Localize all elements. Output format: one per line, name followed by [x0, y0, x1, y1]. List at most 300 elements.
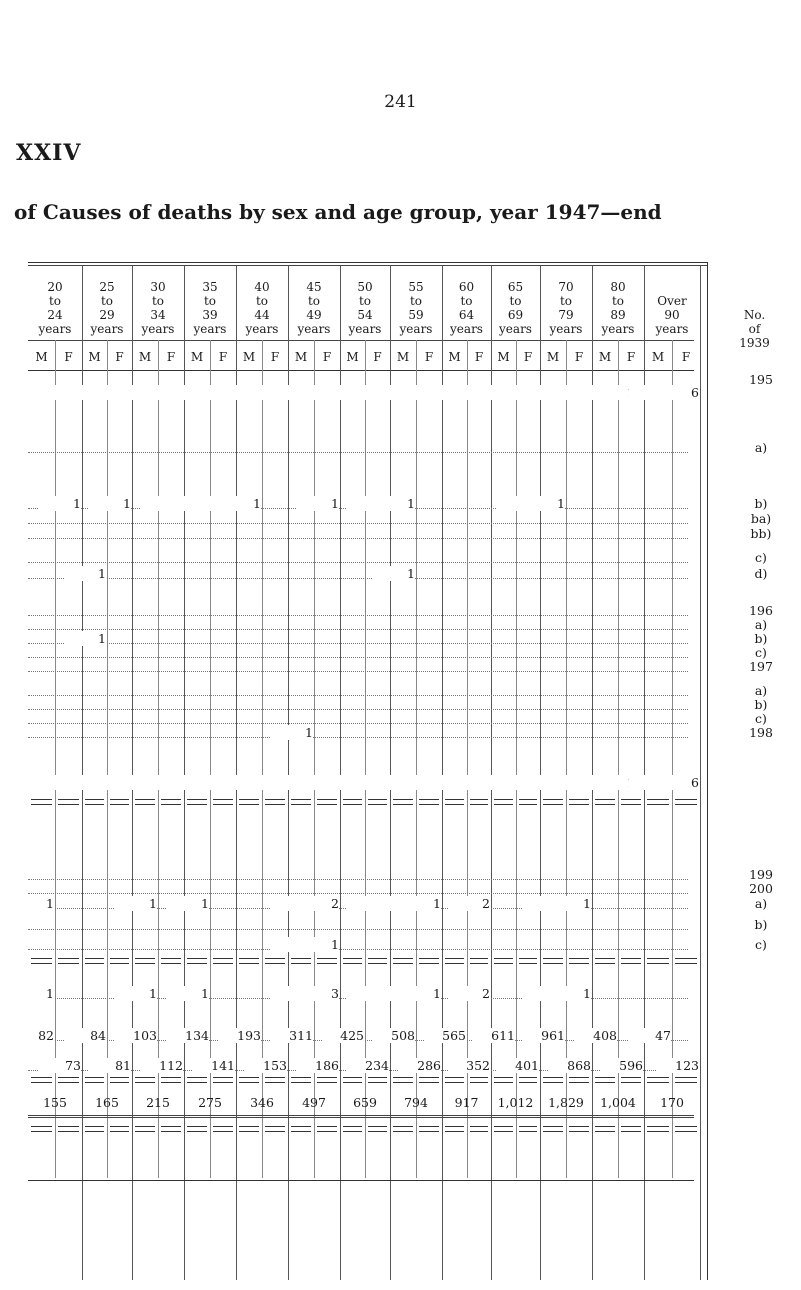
row-label: b)	[754, 917, 768, 932]
row-label: a)	[754, 440, 768, 455]
column-divider-lower	[592, 1178, 593, 1180]
double-rule	[161, 1077, 181, 1083]
dot-leader	[28, 929, 688, 931]
row-label: 197	[749, 659, 773, 674]
double-rule	[343, 1077, 362, 1083]
double-rule	[31, 1126, 52, 1132]
double-rule	[85, 799, 104, 805]
sex-divider	[55, 340, 56, 1178]
age-group-header-line: years	[348, 322, 382, 336]
double-rule	[265, 1077, 285, 1083]
table-cell: 565	[424, 1028, 466, 1043]
row-label: b)	[754, 496, 768, 511]
age-group-header-line: years	[297, 322, 331, 336]
sex-label-male: M	[396, 350, 410, 364]
column-divider-lower	[132, 1178, 133, 1180]
table-cell: 1	[89, 496, 131, 511]
table-cell: 193	[219, 1028, 261, 1043]
double-rule	[519, 799, 537, 805]
table-cell: 112	[141, 1058, 183, 1073]
table-cell: 3	[297, 986, 339, 1001]
frame-right-edge	[707, 262, 708, 1280]
table-cell: 47	[629, 1028, 671, 1043]
age-group-header-line: 50	[357, 280, 373, 294]
double-rule	[519, 958, 537, 964]
age-group-header-line: to	[358, 294, 372, 308]
double-rule	[135, 1077, 155, 1083]
row-label: 199	[749, 867, 773, 882]
double-rule	[595, 1077, 615, 1083]
age-group-header-line: 45	[306, 280, 322, 294]
column-divider-lower	[340, 1178, 341, 1180]
sex-divider	[672, 340, 673, 1178]
grand-total-cell: 170	[660, 1095, 684, 1110]
age-group-header-line: to	[307, 294, 321, 308]
age-group-header-line: years	[141, 322, 175, 336]
age-group-header-line: 20	[47, 280, 63, 294]
double-rule	[291, 1077, 311, 1083]
sex-label-male: M	[598, 350, 612, 364]
double-rule	[470, 958, 488, 964]
double-rule	[135, 799, 155, 805]
age-group-header-line: 35	[202, 280, 218, 294]
double-rule	[445, 799, 464, 805]
double-rule	[213, 958, 233, 964]
column-divider	[592, 266, 593, 1280]
age-group-header-line: years	[655, 322, 689, 336]
row-label: 195	[749, 372, 773, 387]
column-divider-lower	[540, 1178, 541, 1180]
double-rule	[343, 1126, 362, 1132]
age-group-header-line: 90	[664, 308, 680, 322]
double-rule	[675, 1077, 697, 1083]
dot-leader	[28, 452, 688, 454]
sex-divider	[262, 340, 263, 1178]
sex-label-female: F	[681, 350, 691, 364]
sex-label-male: M	[242, 350, 256, 364]
frame-top-rule	[28, 262, 708, 263]
age-group-header	[644, 280, 700, 336]
table-cell: 123	[657, 1058, 699, 1073]
double-rule	[239, 958, 259, 964]
double-rule	[368, 958, 387, 964]
double-rule	[647, 1077, 669, 1083]
double-rule	[543, 1126, 563, 1132]
column-divider	[491, 266, 492, 1280]
age-group-header-line: 70	[558, 280, 574, 294]
table-cell: 2	[297, 896, 339, 911]
double-rule	[265, 799, 285, 805]
double-rule	[31, 1077, 52, 1083]
table-cell: 6	[657, 775, 699, 790]
sex-label-female: F	[626, 350, 636, 364]
row-label: c)	[755, 937, 767, 952]
double-rule	[494, 799, 513, 805]
column-divider-lower	[82, 1178, 83, 1180]
double-rule	[317, 799, 337, 805]
column-divider-lower	[184, 1178, 185, 1180]
table-cell: 1	[64, 566, 106, 581]
dot-leader	[28, 695, 688, 697]
double-rule	[368, 799, 387, 805]
table-number: XXIV	[16, 140, 82, 166]
dot-leader	[28, 538, 688, 540]
column-divider	[132, 266, 133, 1280]
table-cell: 153	[245, 1058, 287, 1073]
double-rule	[161, 1126, 181, 1132]
age-group-header	[592, 280, 644, 336]
sex-label-female: F	[523, 350, 533, 364]
age-group-header-line: to	[100, 294, 114, 308]
double-rule	[419, 1126, 439, 1132]
table-cell: 2	[448, 986, 490, 1001]
column-divider-lower	[236, 1178, 237, 1180]
age-group-header-line: to	[509, 294, 522, 308]
age-group-header-line: to	[151, 294, 165, 308]
column-divider	[540, 266, 541, 1280]
row-label: c)	[755, 550, 767, 565]
double-rule	[135, 1126, 155, 1132]
table-cell: 1	[399, 986, 441, 1001]
grand-total-cell: 1,012	[497, 1095, 534, 1110]
dot-leader	[28, 629, 688, 631]
age-group-header-line: 59	[408, 308, 424, 322]
table-cell: 1	[39, 496, 81, 511]
double-rule	[543, 958, 563, 964]
table-cell: 103	[115, 1028, 157, 1043]
bottom-rule-3	[28, 1180, 694, 1181]
double-rule	[419, 958, 439, 964]
table-cell: 596	[601, 1058, 643, 1073]
double-rule	[569, 799, 589, 805]
column-divider	[390, 266, 391, 1280]
age-group-header	[540, 280, 592, 336]
sex-label-male: M	[138, 350, 152, 364]
grand-total-cell: 917	[454, 1095, 479, 1110]
age-group-header-line: 64	[458, 308, 475, 322]
double-rule	[187, 1077, 207, 1083]
double-rule	[213, 1077, 233, 1083]
double-rule	[58, 1126, 79, 1132]
double-rule	[317, 1077, 337, 1083]
double-rule	[543, 799, 563, 805]
sex-label-male: M	[88, 350, 101, 364]
age-group-header-line	[644, 280, 700, 294]
dot-leader	[28, 657, 688, 659]
frame-top-rule-2	[28, 265, 708, 266]
sex-label-female: F	[474, 350, 484, 364]
grand-total-cell: 346	[250, 1095, 274, 1110]
table-cell: 1	[297, 937, 339, 952]
double-rule	[647, 799, 669, 805]
double-rule	[161, 958, 181, 964]
double-rule	[85, 1077, 104, 1083]
header-rule	[28, 340, 694, 341]
table-cell: 82	[12, 1028, 54, 1043]
sex-label-female: F	[424, 350, 434, 364]
double-rule	[595, 958, 615, 964]
table-cell: 425	[322, 1028, 364, 1043]
column-divider-lower	[288, 1178, 289, 1180]
grand-total-cell: 497	[302, 1095, 326, 1110]
table-cell: 611	[473, 1028, 515, 1043]
double-rule	[187, 958, 207, 964]
column-divider	[644, 266, 645, 1280]
dot-leader	[28, 523, 688, 525]
row-label: 198	[749, 725, 773, 740]
table-cell: 1	[549, 896, 591, 911]
age-group-header-line: to	[409, 294, 423, 308]
sex-label-female: F	[166, 350, 176, 364]
age-group-header-line: 89	[610, 308, 626, 322]
grand-total-cell: 659	[353, 1095, 377, 1110]
column-divider	[236, 266, 237, 1280]
age-group-header	[236, 280, 288, 336]
table-cell: 1	[115, 986, 157, 1001]
double-rule	[494, 958, 513, 964]
row-label: 196	[749, 603, 773, 618]
double-rule	[621, 1077, 641, 1083]
table-cell: 1	[399, 896, 441, 911]
double-rule	[368, 1077, 387, 1083]
table-cell: 234	[347, 1058, 389, 1073]
table-cell: 1	[219, 496, 261, 511]
table-cell: 141	[193, 1058, 235, 1073]
double-rule	[393, 958, 413, 964]
grand-total-cell: 1,004	[600, 1095, 636, 1110]
sex-label-female: F	[218, 350, 228, 364]
age-group-header-line: to	[203, 294, 217, 308]
double-rule	[291, 1126, 311, 1132]
double-rule	[161, 799, 181, 805]
sex-divider	[158, 340, 159, 1178]
age-group-header-line: 40	[254, 280, 270, 294]
age-group-header-line: 55	[408, 280, 424, 294]
age-group-header-line: to	[460, 294, 473, 308]
column-divider-lower	[491, 1178, 492, 1180]
age-group-header-line: 65	[507, 280, 524, 294]
table-cell: 1	[523, 496, 565, 511]
row-label: d)	[754, 566, 768, 581]
double-rule	[239, 1077, 259, 1083]
double-rule	[265, 1126, 285, 1132]
age-group-header-line: 39	[202, 308, 218, 322]
double-rule	[569, 1126, 589, 1132]
row-label: c)	[755, 645, 767, 660]
table-cell: 1	[12, 896, 54, 911]
grand-total-cell: 215	[146, 1095, 170, 1110]
double-rule	[569, 1077, 589, 1083]
row-label: a)	[754, 617, 768, 632]
double-rule	[213, 799, 233, 805]
double-rule	[445, 1077, 464, 1083]
age-group-header	[132, 280, 184, 336]
age-group-header-line: to	[611, 294, 625, 308]
table-cell: 961	[523, 1028, 565, 1043]
double-rule	[187, 799, 207, 805]
table-cell: 1	[549, 986, 591, 1001]
column-divider-lower	[390, 1178, 391, 1180]
double-rule	[393, 1126, 413, 1132]
sex-label-male: M	[546, 350, 560, 364]
table-cell: 1	[373, 566, 415, 581]
table-cell: 2	[448, 896, 490, 911]
sex-label-male: M	[651, 350, 665, 364]
age-group-header-line: 25	[99, 280, 115, 294]
dot-leader	[28, 615, 688, 617]
table-title: of Causes of deaths by sex and age group, year 1947—end	[14, 200, 662, 224]
age-group-header-line: years	[193, 322, 227, 336]
column-divider	[442, 266, 443, 1280]
dot-leader	[28, 879, 688, 881]
double-rule	[519, 1126, 537, 1132]
table-cell: 6	[657, 385, 699, 400]
sex-label-male: M	[190, 350, 204, 364]
row-label: ba)	[750, 511, 772, 526]
table-cell: 286	[399, 1058, 441, 1073]
double-rule	[393, 799, 413, 805]
column-divider	[700, 266, 701, 1280]
double-rule	[419, 1077, 439, 1083]
age-group-header-line: 24	[47, 308, 63, 322]
double-rule	[265, 958, 285, 964]
list-number-header	[708, 308, 801, 350]
table-cell: 311	[271, 1028, 313, 1043]
sex-label-female: F	[574, 350, 584, 364]
age-group-header-line: 29	[99, 308, 115, 322]
age-group-header	[491, 280, 540, 336]
column-divider	[340, 266, 341, 1280]
list-number-header-line: 1939	[739, 336, 770, 350]
list-number-header-line: No.	[743, 308, 766, 322]
row-label: c)	[755, 711, 767, 726]
table-cell: 1	[271, 725, 313, 740]
double-rule	[317, 1126, 337, 1132]
double-rule	[110, 958, 129, 964]
double-rule	[110, 1126, 129, 1132]
double-rule	[470, 1126, 488, 1132]
bottom-rule	[28, 1115, 694, 1116]
age-group-header	[288, 280, 340, 336]
double-rule	[647, 1126, 669, 1132]
dot-leader	[28, 578, 688, 580]
age-group-header-line: 44	[254, 308, 270, 322]
column-divider	[184, 266, 185, 1280]
double-rule	[291, 799, 311, 805]
sex-label-male: M	[294, 350, 308, 364]
sex-divider	[107, 340, 108, 1178]
age-group-header-line: 69	[507, 308, 524, 322]
double-rule	[58, 799, 79, 805]
age-group-header-line: 80	[610, 280, 626, 294]
table-cell: 134	[167, 1028, 209, 1043]
double-rule	[85, 1126, 104, 1132]
column-divider-lower	[442, 1178, 443, 1180]
double-rule	[647, 958, 669, 964]
double-rule	[519, 1077, 537, 1083]
double-rule	[621, 1126, 641, 1132]
double-rule	[317, 958, 337, 964]
sex-label-male: M	[497, 350, 510, 364]
age-group-header-line: to	[559, 294, 573, 308]
age-group-header-line: years	[399, 322, 433, 336]
age-group-header	[340, 280, 390, 336]
double-rule	[110, 799, 129, 805]
double-rule	[675, 799, 697, 805]
double-rule	[621, 958, 641, 964]
dot-leader	[28, 671, 688, 673]
table-cell: 81	[89, 1058, 131, 1073]
dot-leader	[28, 643, 688, 645]
dot-leader	[28, 949, 688, 951]
table-cell: 1	[115, 896, 157, 911]
double-rule	[675, 958, 697, 964]
sex-row-rule	[28, 370, 694, 371]
age-group-header	[442, 280, 491, 336]
sex-divider	[416, 340, 417, 1178]
dot-leader	[28, 709, 688, 711]
dot-leader	[28, 562, 688, 564]
sex-divider	[210, 340, 211, 1178]
column-divider-lower	[644, 1178, 645, 1180]
age-group-header-line: to	[48, 294, 62, 308]
sex-divider	[566, 340, 567, 1178]
table-cell: 868	[549, 1058, 591, 1073]
age-group-header-line: years	[450, 322, 483, 336]
table-cell: 1	[297, 496, 339, 511]
age-group-header-line: 30	[150, 280, 166, 294]
double-rule	[494, 1077, 513, 1083]
double-rule	[58, 1077, 79, 1083]
age-group-header-line: 49	[306, 308, 322, 322]
age-group-header-line: years	[38, 322, 72, 336]
double-rule	[595, 1126, 615, 1132]
double-rule	[569, 958, 589, 964]
double-rule	[110, 1077, 129, 1083]
double-rule	[31, 799, 52, 805]
age-group-header-line: 60	[458, 280, 475, 294]
double-rule	[621, 799, 641, 805]
column-divider	[82, 266, 83, 1280]
list-number-header-line: of	[748, 322, 761, 336]
sex-divider	[365, 340, 366, 1178]
sex-label-female: F	[115, 350, 124, 364]
bottom-rule-2	[28, 1117, 694, 1118]
table-cell: 352	[448, 1058, 490, 1073]
sex-label-female: F	[64, 350, 73, 364]
double-rule	[135, 958, 155, 964]
sex-divider	[467, 340, 468, 1178]
age-group-header-line: years	[601, 322, 635, 336]
column-divider-lower	[700, 1178, 701, 1180]
double-rule	[239, 799, 259, 805]
double-rule	[675, 1126, 697, 1132]
age-group-header-line: Over	[657, 294, 687, 308]
dot-leader	[28, 893, 688, 895]
double-rule	[343, 958, 362, 964]
row-label: a)	[754, 896, 768, 911]
row-label: 200	[749, 881, 773, 896]
table-cell: 408	[575, 1028, 617, 1043]
double-rule	[470, 1077, 488, 1083]
age-group-header	[82, 280, 132, 336]
sex-label-female: F	[270, 350, 280, 364]
row-label: b)	[754, 631, 768, 646]
double-rule	[419, 799, 439, 805]
sex-label-male: M	[346, 350, 359, 364]
grand-total-cell: 165	[95, 1095, 119, 1110]
double-rule	[31, 958, 52, 964]
